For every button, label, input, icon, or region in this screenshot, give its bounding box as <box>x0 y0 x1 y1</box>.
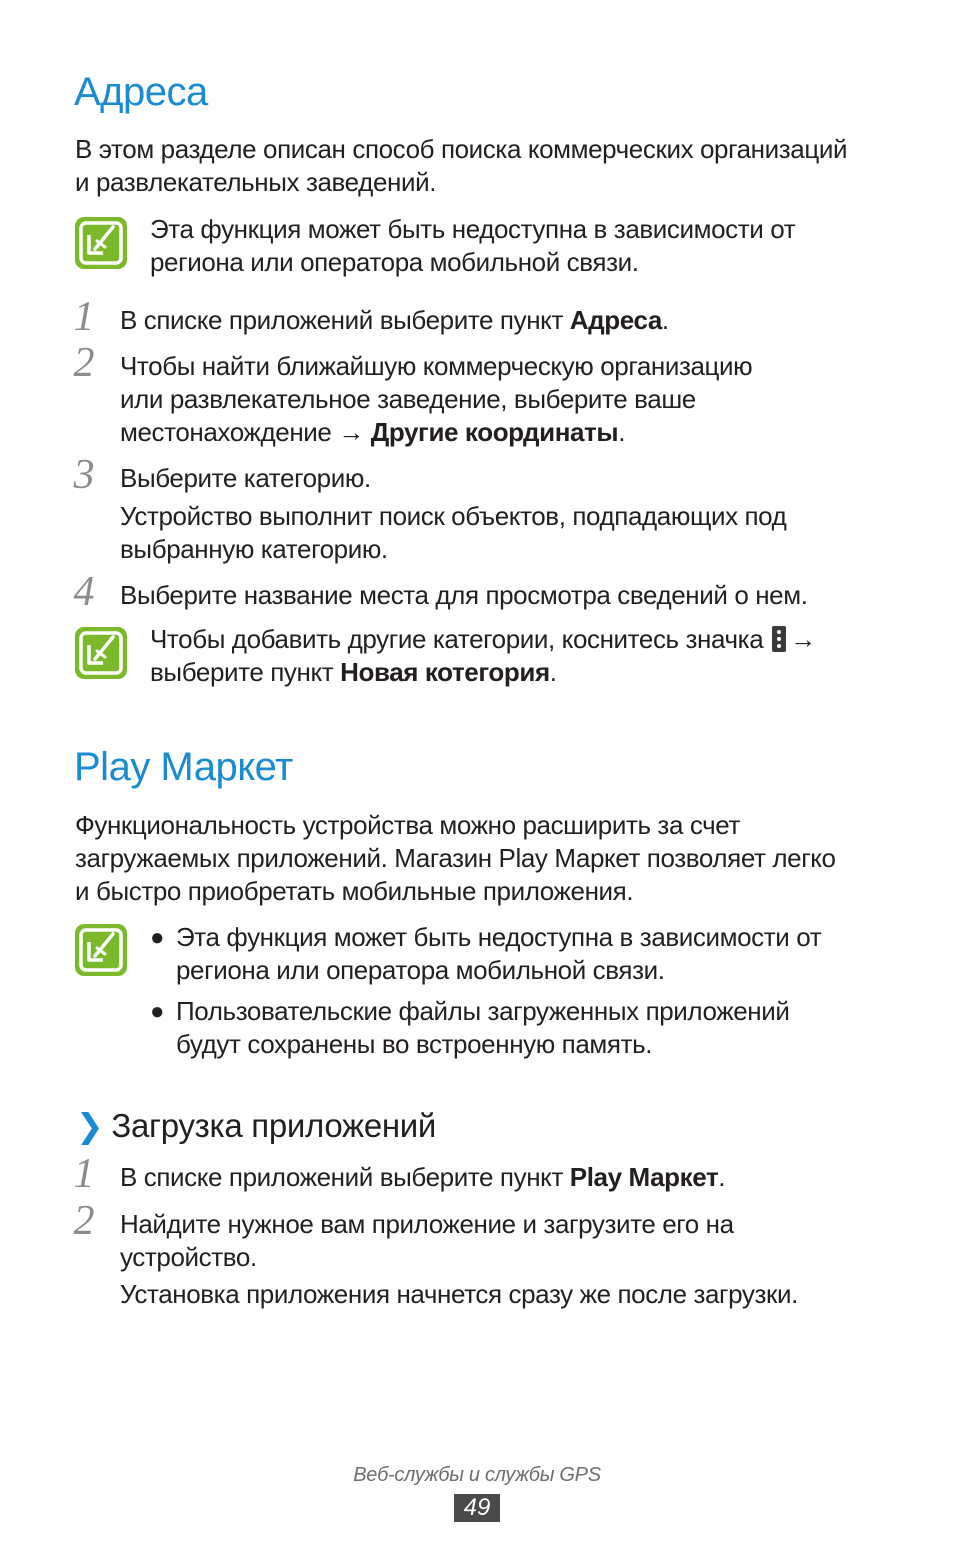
bullet-item <box>150 921 821 987</box>
chevron-right-icon: ❯ <box>76 1107 104 1144</box>
addresses-intro-line1: В этом разделе описан способ поиска коммерческих организаций <box>75 134 848 164</box>
step-2-text <box>120 350 752 449</box>
step-text-part: . <box>718 1162 726 1192</box>
note-text-part: выберите пункт <box>150 657 341 687</box>
step-3-subtext <box>120 500 786 566</box>
step-number: 3 <box>73 452 95 498</box>
note-icon <box>73 215 129 271</box>
step-bold-term: Play Маркет <box>569 1162 719 1192</box>
step-line <box>120 416 752 449</box>
addresses-note2 <box>150 623 816 689</box>
step-number: 1 <box>73 294 95 340</box>
play-market-intro <box>75 809 836 908</box>
bullet-dot: ● <box>150 924 165 951</box>
intro-line: и быстро приобретать мобильные приложения. <box>75 876 634 906</box>
section-title-addresses: Адреса <box>74 70 208 114</box>
play-market-note-bullets <box>150 921 821 1061</box>
step-text-part: . <box>618 417 626 447</box>
step-text-part: В списке приложений выберите пункт <box>120 1162 570 1192</box>
step-text-part: В списке приложений выберите пункт <box>120 305 570 335</box>
download-step-2-text <box>120 1208 734 1274</box>
step-bold-term: Другие координаты <box>370 417 619 447</box>
chapter-title: Веб-службы и службы GPS <box>353 1464 601 1486</box>
addresses-intro-line2: и развлекательных заведений. <box>75 167 437 197</box>
section-title-play-market: Play Маркет <box>74 745 293 789</box>
step-number: 2 <box>73 340 95 386</box>
step-line: Установка приложения начнется сразу же после загрузки. <box>120 1279 798 1309</box>
bullet-text <box>176 921 821 987</box>
bullet-line: Эта функция может быть недоступна в зависимости от <box>176 922 822 952</box>
note-icon <box>73 625 129 681</box>
note2-line2 <box>150 656 816 689</box>
subsection-title <box>76 1106 436 1145</box>
addresses-intro <box>75 133 847 199</box>
subsection-title-text: Загрузка приложений <box>111 1107 437 1144</box>
bullet-line: региона или оператора мобильной связи. <box>176 955 665 985</box>
step-text-part: . <box>661 305 669 335</box>
step-bold-term: Адреса <box>569 305 662 335</box>
step-line: устройство. <box>120 1242 257 1272</box>
step-line: Выберите название места для просмотра сведений о нем. <box>120 580 808 610</box>
menu-icon <box>772 626 786 652</box>
bullet-dot: ● <box>150 998 165 1025</box>
step-line: или развлекательное заведение, выберите ваше <box>120 384 696 414</box>
step-line: Чтобы найти ближайшую коммерческую организацию <box>120 351 753 381</box>
step-number: 4 <box>73 569 95 615</box>
bullet-text <box>176 995 790 1061</box>
step-1-text <box>120 304 669 337</box>
step-line: Найдите нужное вам приложение и загрузите его на <box>120 1209 734 1239</box>
note2-line1 <box>150 623 816 656</box>
download-step-2-subtext <box>120 1278 798 1311</box>
addresses-note-line2: региона или оператора мобильной связи. <box>150 247 639 277</box>
step-number: 1 <box>73 1151 95 1197</box>
step-line: Выберите категорию. <box>120 463 371 493</box>
step-text-part: местонахождение → <box>120 417 371 447</box>
step-3-text <box>120 462 371 495</box>
note-text-part: Чтобы добавить другие категории, коснитесь значка <box>150 624 764 654</box>
note-bold-term: Новая котегория <box>340 657 550 687</box>
bullet-line: Пользовательские файлы загруженных приложений <box>176 996 790 1026</box>
intro-line: загружаемых приложений. Магазин Play Маркет позволяет легко <box>75 843 836 873</box>
step-line: выбранную категорию. <box>120 534 388 564</box>
bullet-line: будут сохранены во встроенную память. <box>176 1029 653 1059</box>
addresses-note-line1: Эта функция может быть недоступна в зависимости от <box>150 214 796 244</box>
note-text-part: . <box>549 657 557 687</box>
step-line: Устройство выполнит поиск объектов, подпадающих под <box>120 501 787 531</box>
step-4-text <box>120 579 808 612</box>
arrow-text: → <box>790 624 816 654</box>
addresses-note <box>150 213 795 279</box>
page-number: 49 <box>454 1494 500 1522</box>
intro-line: Функциональность устройства можно расширить за счет <box>75 810 740 840</box>
bullet-item <box>150 995 821 1061</box>
step-number: 2 <box>73 1198 95 1244</box>
download-step-1-text <box>120 1161 725 1194</box>
note-icon <box>73 922 129 978</box>
